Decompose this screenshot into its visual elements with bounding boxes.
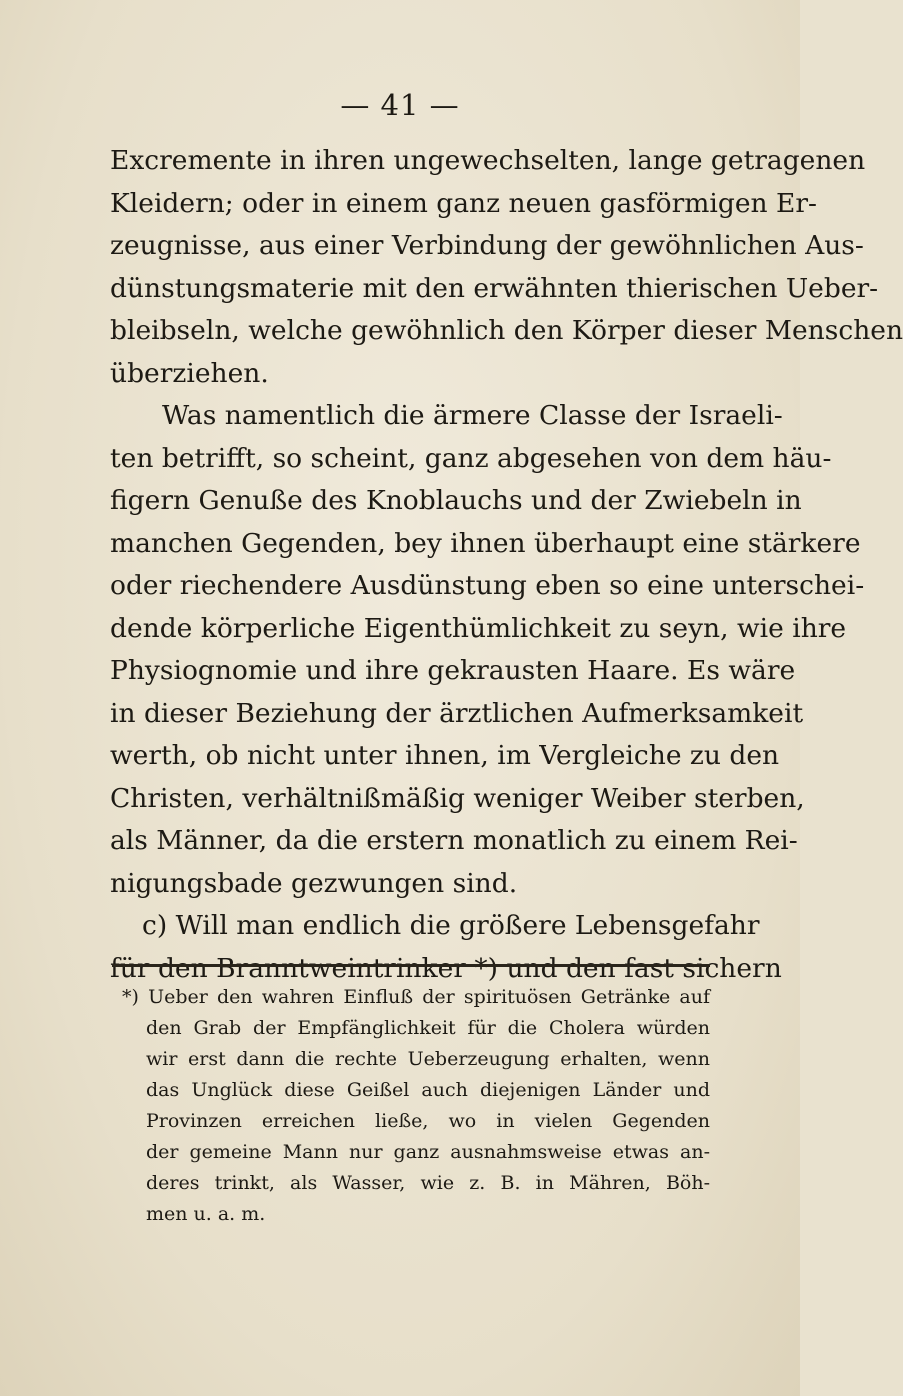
footnote xyxy=(122,982,710,1230)
text-line: zeugnisse, aus einer Verbindung der gewöhnlichen Aus- xyxy=(110,230,864,261)
main-text xyxy=(110,140,903,990)
text-line: Excremente in ihren ungewechselten, lange getragenen xyxy=(110,145,866,176)
text-line: bleibseln, welche gewöhnlich den Körper dieser Menschen xyxy=(110,315,903,346)
text-line: Physiognomie und ihre gekrausten Haare. Es wäre xyxy=(110,655,796,686)
footnote-line: deres trinkt, als Wasser, wie z. B. in Mähren, Böh- xyxy=(146,1172,710,1194)
footnote-divider xyxy=(112,964,710,967)
text-line: in dieser Beziehung der ärztlichen Aufmerksamkeit xyxy=(110,697,804,729)
text-line: überziehen. xyxy=(110,357,269,389)
footnote-line: der gemeine Mann nur ganz ausnahmsweise etwas an- xyxy=(146,1141,710,1163)
text-line: werth, ob nicht unter ihnen, im Vergleiche zu den xyxy=(110,740,780,771)
text-line: Was namentlich die ärmere Classe der Israeli- xyxy=(162,400,783,431)
text-line: nigungsbade gezwungen sind. xyxy=(110,867,518,899)
text-line: dende körperliche Eigenthümlichkeit zu seyn, wie ihre xyxy=(110,612,847,644)
text-line: Kleidern; oder in einem ganz neuen gasförmigen Er- xyxy=(110,187,817,219)
footnote-line: den Grab der Empfänglichkeit für die Cholera würden xyxy=(146,1017,710,1039)
footnote-line: Provinzen erreichen ließe, wo in vielen Gegenden xyxy=(146,1110,710,1132)
text-line: als Männer, da die erstern monatlich zu einem Rei- xyxy=(110,825,798,856)
footnote-line: *) Ueber den wahren Einfluß der spirituösen Getränke auf xyxy=(122,986,710,1008)
text-line: ten betrifft, so scheint, ganz abgesehen von dem häu- xyxy=(110,442,832,474)
page-number: — 41 — xyxy=(340,88,460,122)
footnote-line: das Unglück diese Geißel auch diejenigen Länder und xyxy=(146,1079,710,1101)
text-line: figern Genuße des Knoblauchs und der Zwiebeln in xyxy=(110,485,802,516)
footnote-line: wir erst dann die rechte Ueberzeugung erhalten, wenn xyxy=(146,1048,710,1070)
text-line: Christen, verhältnißmäßig weniger Weiber sterben, xyxy=(110,782,805,814)
text-line: c) Will man endlich die größere Lebensgefahr xyxy=(142,910,760,941)
footnote-line: men u. a. m. xyxy=(146,1203,266,1225)
text-line: dünstungsmaterie mit den erwähnten thierischen Ueber- xyxy=(110,272,879,304)
text-line: für den Branntweintrinker *) und den fast sichern xyxy=(110,952,782,984)
text-line: manchen Gegenden, bey ihnen überhaupt eine stärkere xyxy=(110,527,861,559)
text-line: oder riechendere Ausdünstung eben so eine unterschei- xyxy=(110,570,865,601)
